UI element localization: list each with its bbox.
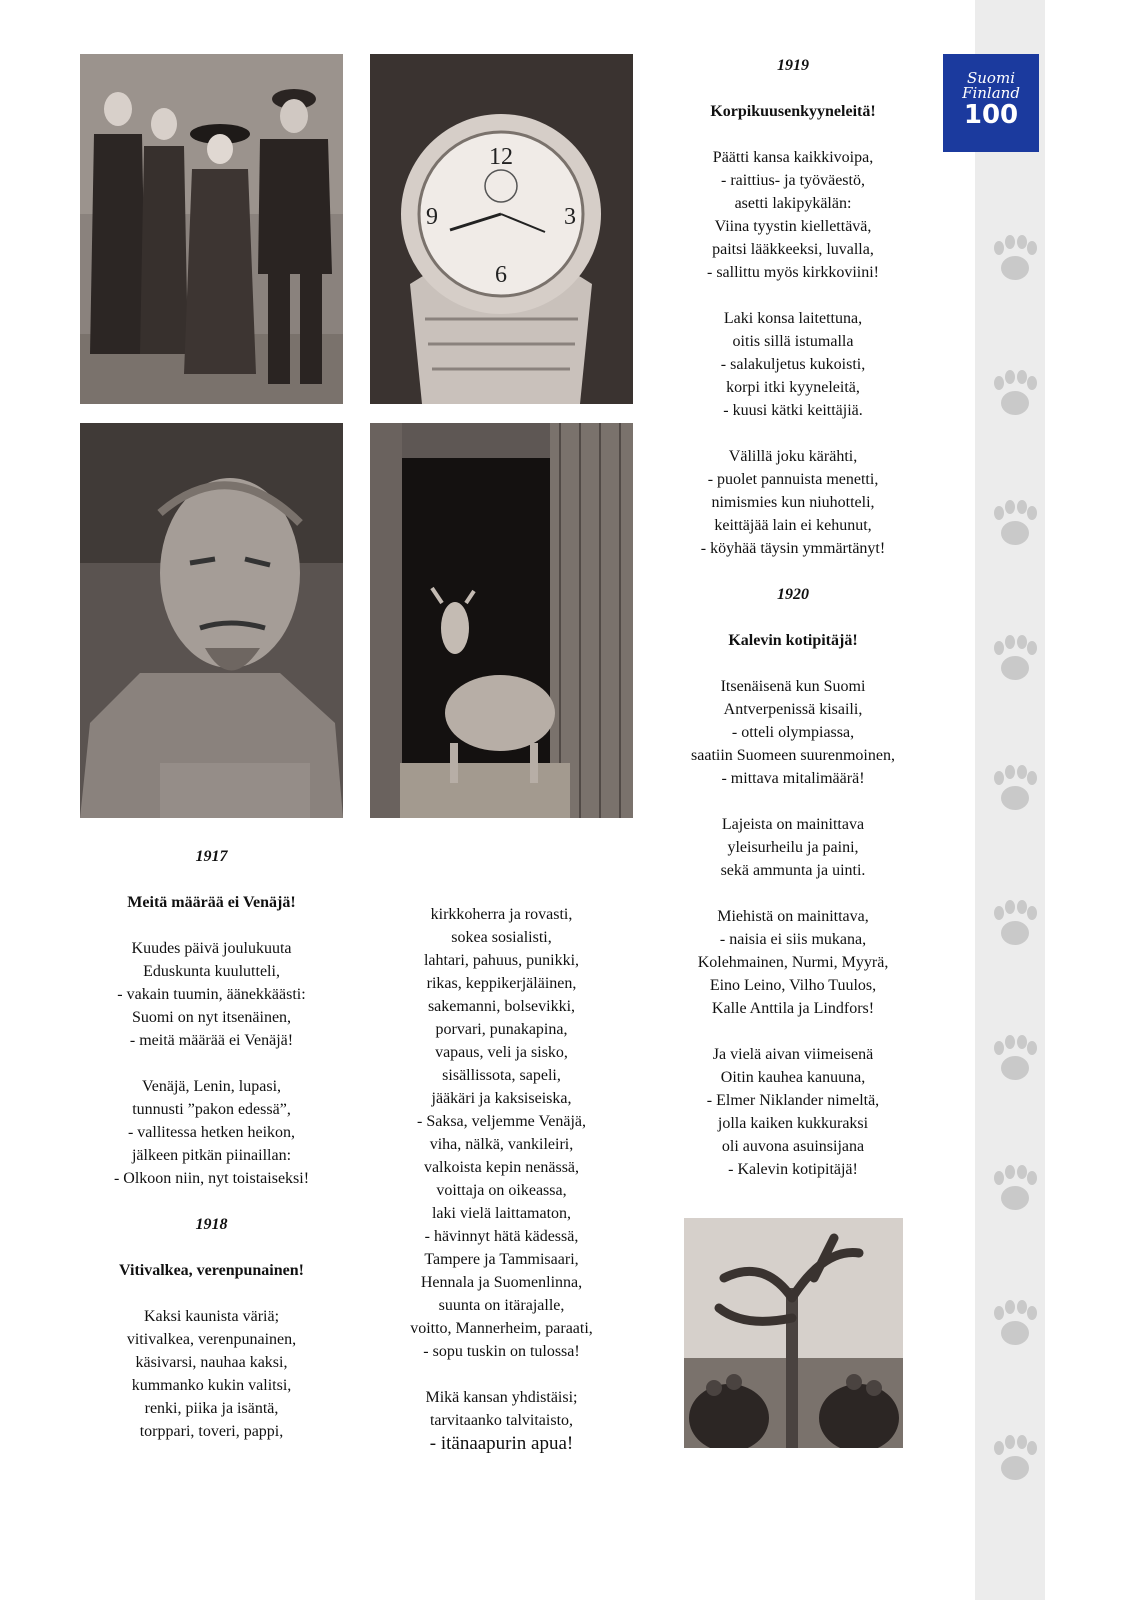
poem-line: jääkäri ja kaksiseiska, xyxy=(431,1090,572,1107)
poem-line: renki, piika ja isäntä, xyxy=(144,1400,279,1417)
poem-line: Eino Leino, Vilho Tuulos, xyxy=(709,977,877,994)
poem-line: - köyhää täysin ymmärtänyt! xyxy=(700,540,886,557)
poem-line: vapaus, veli ja sisko, xyxy=(435,1044,568,1061)
poem-line: kirkkoherra ja rovasti, xyxy=(430,906,573,923)
poem-line: Miehistä on mainittava, xyxy=(717,908,869,925)
poem-line: Itsenäisenä kun Suomi xyxy=(720,678,866,695)
poem-line: voittaja on oikeassa, xyxy=(436,1182,567,1199)
stanza xyxy=(663,905,923,1020)
svg-text:3: 3 xyxy=(564,204,576,230)
poem-line: Kolehmainen, Nurmi, Myyrä, xyxy=(697,954,889,971)
stanza xyxy=(370,1386,633,1455)
poem-line: Tampere ja Tammisaari, xyxy=(424,1251,579,1268)
logo-line-1: Suomi xyxy=(967,69,1015,87)
poem-line: - mittava mitalimäärä! xyxy=(721,770,865,787)
poem-line: - salakuljetus kukoisti, xyxy=(720,356,866,373)
stanza xyxy=(663,1043,923,1181)
poem-line: valkoista kepin nenässä, xyxy=(423,1159,580,1176)
poem-line: voitto, Mannerheim, paraati, xyxy=(410,1320,593,1337)
poem-line: Kuudes päivä joulukuuta xyxy=(131,940,292,957)
stanza xyxy=(370,903,633,1363)
poem-line: nimismies kun niuhotteli, xyxy=(711,494,875,511)
poem-line: jälkeen pitkän piinaillan: xyxy=(131,1147,292,1164)
poem-column-1 xyxy=(80,845,343,1466)
poem-line: asetti lakipykälän: xyxy=(734,195,852,212)
poem-column-2 xyxy=(370,903,633,1455)
poem-title-1919: Korpikuusenkyyneleitä! xyxy=(710,103,876,120)
poem-line: korpi itki kyyneleitä, xyxy=(726,379,860,396)
poem-line: oli auvona asuinsijana xyxy=(721,1138,865,1155)
poem-line: yleisurheilu ja paini, xyxy=(727,839,859,856)
svg-text:9: 9 xyxy=(426,204,438,230)
poem-line: - vallitessa hetken heikon, xyxy=(127,1124,296,1141)
poem-line: suunta on itärajalle, xyxy=(438,1297,565,1314)
poem-line: Laki konsa laitettuna, xyxy=(723,310,863,327)
poem-line: - Kalevin kotipitäjä! xyxy=(728,1161,858,1178)
poem-line: torppari, toveri, pappi, xyxy=(139,1423,284,1440)
poem-line: jolla kaiken kukkuraksi xyxy=(717,1115,869,1132)
poem-line: - Elmer Niklander nimeltä, xyxy=(706,1092,880,1109)
poem-line: Mikä kansan yhdistäisi; xyxy=(425,1389,578,1406)
year-heading-1920: 1920 xyxy=(777,586,809,603)
photo-family-portrait xyxy=(80,54,343,404)
poem-line: - raittius- ja työväestö, xyxy=(721,172,865,189)
poem-line: Kaksi kaunista väriä; xyxy=(143,1308,280,1325)
photo-grandfather-clock xyxy=(370,54,633,404)
poem-line: kummanko kukin valitsi, xyxy=(131,1377,292,1394)
poem-line: tunnusti ”pakon edessä”, xyxy=(132,1101,291,1118)
poem-line: Venäjä, Lenin, lupasi, xyxy=(141,1078,282,1095)
poem-line: laki vielä laittamaton, xyxy=(431,1205,572,1222)
poem-line: Kalle Anttila ja Lindfors! xyxy=(711,1000,875,1017)
poem-line: tarvitaanko talvitaisto, xyxy=(429,1412,574,1429)
poem-line: - puolet pannuista menetti, xyxy=(707,471,879,488)
poem-line: - otteli olympiassa, xyxy=(731,724,855,741)
poem-line: paitsi lääkkeeksi, luvalla, xyxy=(712,241,874,258)
poem-line: saatiin Suomeen suurenmoinen, xyxy=(691,747,895,764)
poem-line: Eduskunta kuulutteli, xyxy=(143,963,280,980)
poem-line: - Olkoon niin, nyt toistaiseksi! xyxy=(113,1170,310,1187)
poem-line: sokea sosialisti, xyxy=(451,929,552,946)
poem-title-1918: Vitivalkea, verenpunainen! xyxy=(119,1262,304,1279)
poem-line: - hävinnyt hätä kädessä, xyxy=(424,1228,579,1245)
poem-line: lahtari, pahuus, punikki, xyxy=(423,952,580,969)
stanza xyxy=(663,445,923,560)
paw-print-strip xyxy=(965,0,1085,1600)
poem-line: käsivarsi, nauhaa kaksi, xyxy=(135,1354,288,1371)
poem-line: vitivalkea, verenpunainen, xyxy=(126,1331,297,1348)
poem-line: oitis sillä istumalla xyxy=(732,333,854,350)
suomi-finland-100-logo xyxy=(943,54,1039,152)
poem-line: Päätti kansa kaikkivoipa, xyxy=(712,149,874,166)
year-heading-1917: 1917 xyxy=(195,848,228,865)
poem-line: porvari, punakapina, xyxy=(435,1021,568,1038)
stanza xyxy=(80,1305,343,1443)
poem-line: Lajeista on mainittava xyxy=(721,816,865,833)
poem-line: Hennala ja Suomenlinna, xyxy=(420,1274,583,1291)
poem-line: Antverpenissä kisaili, xyxy=(723,701,863,718)
stanza xyxy=(663,675,923,790)
poem-line: - Saksa, veljemme Venäjä, xyxy=(417,1113,586,1130)
svg-text:12: 12 xyxy=(489,144,513,170)
poem-line: sekä ammunta ja uinti. xyxy=(720,862,866,879)
poem-line: Suomi on nyt itsenäinen, xyxy=(131,1009,292,1026)
poem-title-1917: Meitä määrää ei Venäjä! xyxy=(127,894,296,911)
poem-line: - naisia ei siis mukana, xyxy=(719,931,867,948)
stanza xyxy=(663,146,923,284)
photo-goat-in-barn xyxy=(370,423,633,818)
poem-line: - itänaapurin apua! xyxy=(429,1433,574,1454)
poem-column-3 xyxy=(663,54,923,1204)
poem-line: - sopu tuskin on tulossa! xyxy=(423,1343,580,1360)
stanza xyxy=(663,813,923,882)
poem-line: rikas, keppikerjäläinen, xyxy=(426,975,577,992)
poem-line: - sallittu myös kirkkoviini! xyxy=(707,264,879,281)
stanza-lines xyxy=(370,1386,633,1432)
photo-antler-feet xyxy=(684,1218,903,1448)
poem-line: - meitä määrää ei Venäjä! xyxy=(129,1032,294,1049)
poem-line: Viina tyystin kiellettävä, xyxy=(714,218,872,235)
year-heading-1919: 1919 xyxy=(777,57,809,74)
stanza xyxy=(663,307,923,422)
poem-line: sakemanni, bolsevikki, xyxy=(427,998,576,1015)
poem-line: viha, nälkä, vankileiri, xyxy=(429,1136,574,1153)
stanza xyxy=(80,937,343,1052)
poem-line: - vakain tuumin, äänekkäästi: xyxy=(117,986,306,1003)
poem-line: Välillä joku kärähti, xyxy=(728,448,858,465)
logo-line-3: 100 xyxy=(963,100,1019,130)
poem-line: Ja vielä aivan viimeisenä xyxy=(712,1046,874,1063)
poem-line: sisällissota, sapeli, xyxy=(442,1067,561,1084)
logo-line-2: Finland xyxy=(962,84,1020,102)
svg-text:6: 6 xyxy=(495,262,507,288)
photo-lenin-bust xyxy=(80,423,343,818)
poem-line: - kuusi kätki keittäjiä. xyxy=(723,402,863,419)
year-heading-1918: 1918 xyxy=(195,1216,228,1233)
poem-line: keittäjää lain ei kehunut, xyxy=(714,517,872,534)
poem-line: Oitin kauhea kanuuna, xyxy=(720,1069,866,1086)
poem-title-1920: Kalevin kotipitäjä! xyxy=(728,632,858,649)
stanza xyxy=(80,1075,343,1190)
